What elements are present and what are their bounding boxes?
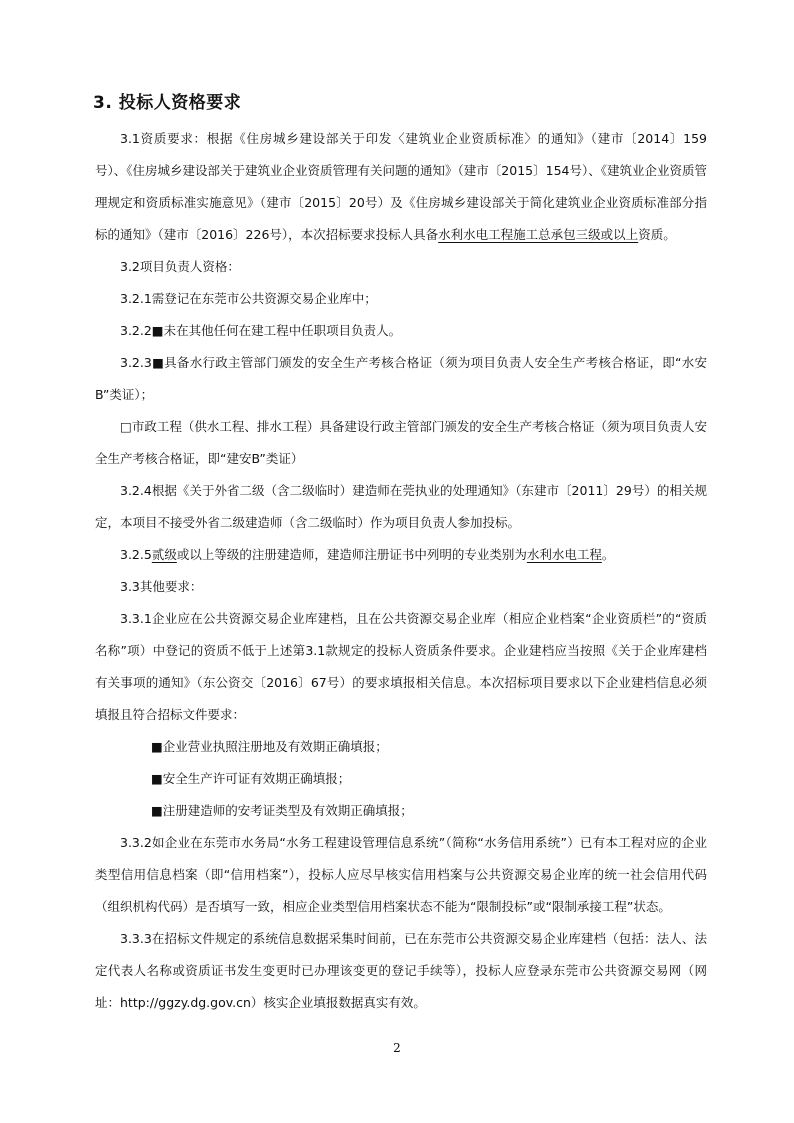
- clause-3-1: [95, 123, 707, 251]
- qualification-requirement: 水利水电工程施工总承包三级或以上: [438, 227, 639, 242]
- clause-3-2-5-prefix: 3.2.5: [120, 547, 152, 562]
- clause-3-1-text: 3.1资质要求：根据《住房城乡建设部关于印发〈建筑业企业资质标准〉的通知》（建市〔2014〕159号）、《住房城乡建设部关于建筑业企业资质管理有关问题的通知》（建市〔2015〕154号）、《建筑业企业资质管理规定和资质标准实施意见》（建市〔2015〕20号）及《住房城乡建设部关于简化建筑业企业资质标准部分指标的通知》（建市〔2016〕226号），本次招标要求投标人具备: [95, 131, 707, 242]
- checklist-item: ■企业营业执照注册地及有效期正确填报；: [151, 739, 388, 754]
- clause-3-3-2: 3.3.2如企业在东莞市水务局“水务工程建设管理信息系统”（简称“水务信用系统”）已有本工程对应的企业类型信用信息档案（即“信用档案”），投标人应尽早核实信用档案与公共资源交易企业库的统一社会信用代码（组织机构代码）是否填写一致，相应企业类型信用档案状态不能为“限制投标”或“限制承接工程”状态。: [95, 835, 707, 914]
- clause-3-2-1: 3.2.1需登记在东莞市公共资源交易企业库中；: [120, 291, 377, 306]
- checklist-item: ■安全生产许可证有效期正确填报；: [151, 771, 351, 786]
- clause-3-2-5-tail: 。: [601, 547, 615, 562]
- section-heading: 3. 投标人资格要求: [93, 93, 242, 113]
- constructor-major: 水利水电工程: [526, 547, 602, 562]
- clause-3-2-3: 3.2.3■具备水行政主管部门颁发的安全生产考核合格证（须为项目负责人安全生产考核合格证，即“水安B”类证）；: [95, 355, 707, 402]
- checklist-item: ■注册建造师的安考证类型及有效期正确填报；: [151, 803, 413, 818]
- page-number: 2: [393, 1041, 401, 1055]
- clause-3-1-tail: 资质。: [638, 227, 676, 242]
- clause-3-2-4: 3.2.4根据《关于外省二级（含二级临时）建造师在莞执业的处理通知》（东建市〔2011〕29号）的相关规定，本项目不接受外省二级建造师（含二级临时）作为项目负责人参加投标。: [95, 483, 707, 530]
- clause-3-2-2: 3.2.2■未在其他任何在建工程中任职项目负责人。: [120, 323, 402, 338]
- clause-3-2-3-alternative: □市政工程（供水工程、排水工程）具备建设行政主管部门颁发的安全生产考核合格证（须为项目负责人安全生产考核合格证，即“建安B”类证）: [95, 419, 707, 466]
- clause-3-3-3: 3.3.3在招标文件规定的系统信息数据采集时间前，已在东莞市公共资源交易企业库建档（包括：法人、法定代表人名称或资质证书发生变更时已办理该变更的登记手续等），投标人应登录东莞市公共资源交易网（网址：http://ggzy.dg.gov.cn）核实企业填报数据真实有效。: [95, 931, 707, 1010]
- constructor-grade: 贰级: [151, 547, 177, 562]
- clause-3-2-5-text: 或以上等级的注册建造师，建造师注册证书中列明的专业类别为: [176, 547, 527, 562]
- clause-3-3: 3.3其他要求：: [120, 579, 203, 594]
- clause-3-3-1: 3.3.1企业应在公共资源交易企业库建档，且在公共资源交易企业库（相应企业档案“企业资质栏”的“资质名称”项）中登记的资质不低于上述第3.1款规定的投标人资质条件要求。企业建档应当按照《关于企业库建档有关事项的通知》（东公资交〔2016〕67号）的要求填报相关信息。本次招标项目要求以下企业建档信息必须填报且符合招标文件要求：: [95, 611, 707, 722]
- clause-3-2-5: [95, 539, 707, 571]
- clause-3-2: 3.2项目负责人资格：: [120, 259, 240, 274]
- section-body: [95, 123, 707, 1019]
